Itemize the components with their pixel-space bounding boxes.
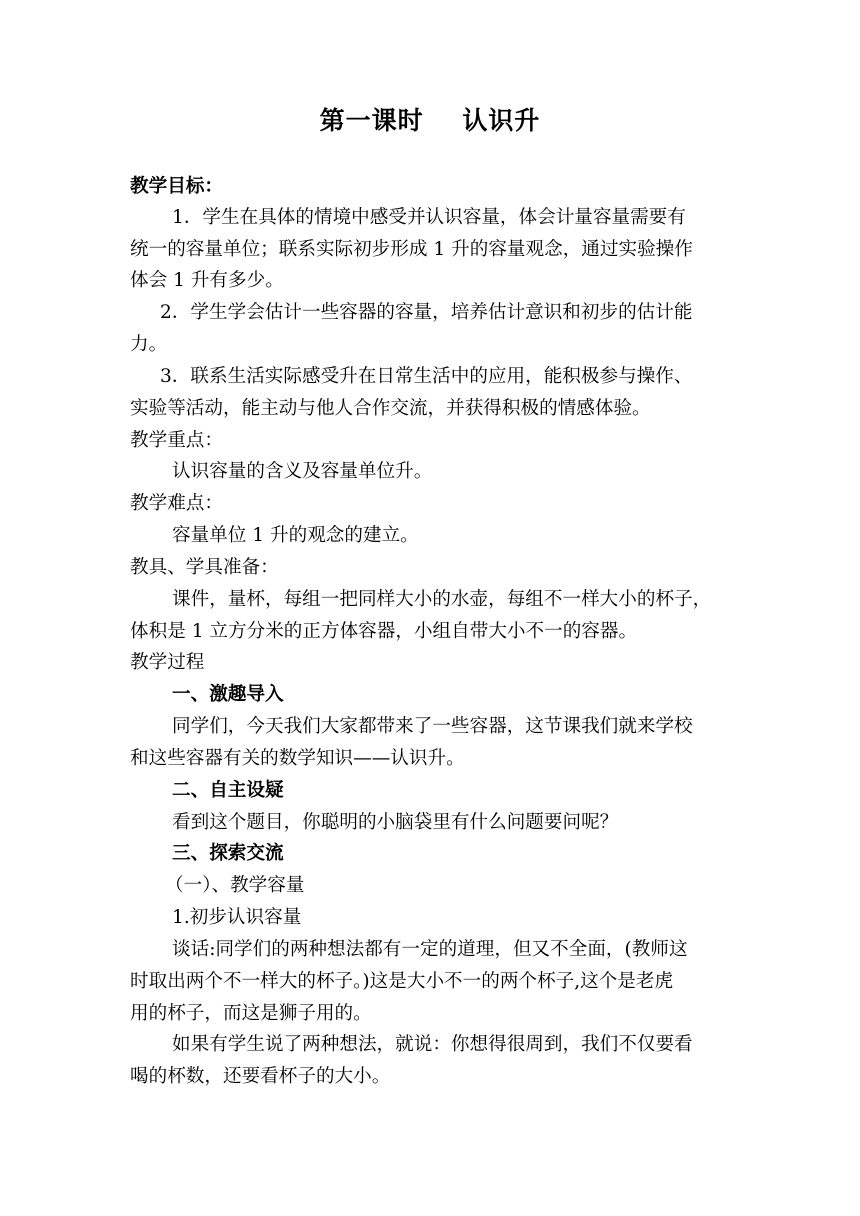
objective-1-line-1: 1．学生在具体的情境中感受并认识容量，体会计量容量需要有 <box>172 207 686 228</box>
materials-line-2: 体积是 1 立方分米的正方体容器，小组自带大小不一的容器。 <box>130 621 638 642</box>
item-1-line-1: 谈话:同学们的两种想法都有一定的道理，但又不全面，(教师这 <box>172 939 688 960</box>
objective-1-line-2: 统一的容量单位；联系实际初步形成 1 升的容量观念，通过实验操作 <box>130 239 693 260</box>
objective-3-line-2: 实验等活动，能主动与他人合作交流，并获得积极的情感体验。 <box>130 398 651 419</box>
section-3-heading: 三、探索交流 <box>172 843 284 864</box>
key-points-heading: 教学重点： <box>130 430 223 451</box>
difficulties-heading: 教学难点： <box>130 493 223 514</box>
item-1-para-2-line-2: 喝的杯数，还要看杯子的大小。 <box>130 1066 391 1087</box>
page-title: 第一课时 认识升 <box>319 106 541 135</box>
objective-2-line-1: 2．学生学会估计一些容器的容量，培养估计意识和初步的估计能 <box>160 302 693 323</box>
materials-line-1: 课件，量杯，每组一把同样大小的水壶，每组不一样大小的杯子， <box>172 589 712 610</box>
section-1-line-1: 同学们，今天我们大家都带来了一些容器，这节课我们就来学校 <box>172 716 693 737</box>
subsection-1-heading: （一）、教学容量 <box>165 875 305 896</box>
materials-heading: 教具、学具准备： <box>130 557 279 578</box>
item-1-line-3: 用的杯子，而这是狮子用的。 <box>130 1003 372 1024</box>
objective-1-line-3: 体会 1 升有多少。 <box>130 270 284 291</box>
objective-3-line-1: 3．联系生活实际感受升在日常生活中的应用，能积极参与操作、 <box>160 366 693 387</box>
objective-2-line-2: 力。 <box>130 334 168 355</box>
item-1-line-2: 时取出两个不一样大的杯子。)这是大小不一的两个杯子,这个是老虎 <box>130 971 674 992</box>
item-1-para-2-line-1: 如果有学生说了两种想法，就说：你想得很周到，我们不仅要看 <box>172 1034 693 1055</box>
process-heading: 教学过程 <box>130 652 205 673</box>
key-points-text: 认识容量的含义及容量单位升。 <box>172 461 433 482</box>
section-2-heading: 二、自主设疑 <box>172 780 284 801</box>
difficulties-text: 容量单位 1 升的观念的建立。 <box>172 525 419 546</box>
item-1-heading: 1.初步认识容量 <box>172 907 302 928</box>
section-2-text: 看到这个题目，你聪明的小脑袋里有什么问题要问呢？ <box>172 812 619 833</box>
objectives-heading: 教学目标： <box>130 176 223 197</box>
section-1-line-2: 和这些容器有关的数学知识——认识升。 <box>130 748 465 769</box>
section-1-heading: 一、激趣导入 <box>172 684 284 705</box>
